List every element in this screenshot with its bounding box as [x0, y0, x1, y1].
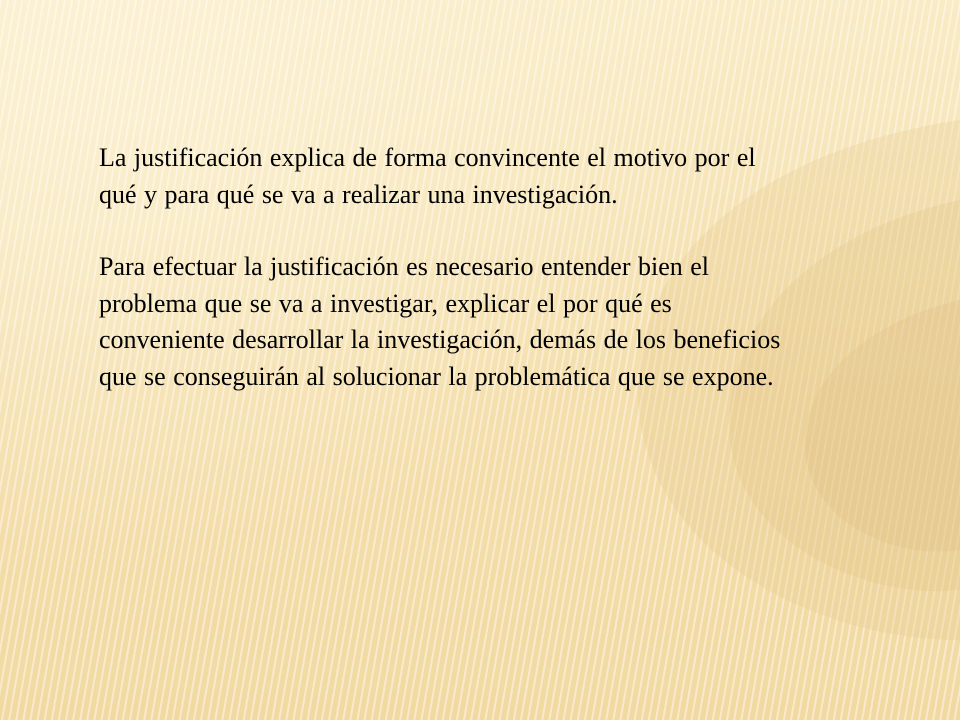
- paragraph-justification-steps: Para efectuar la justificación es necesario entender bien el problema que se va a investigar, explicar el por qué es conveniente desarrollar la investigación, demás de los beneficios que se conseguirán al solucionar la problemática que se expone.: [99, 252, 781, 391]
- slide-text-box: [99, 140, 799, 395]
- paragraph-justification-definition: La justificación explica de forma convincente el motivo por el qué y para qué se va a realizar una investigación.: [99, 143, 756, 209]
